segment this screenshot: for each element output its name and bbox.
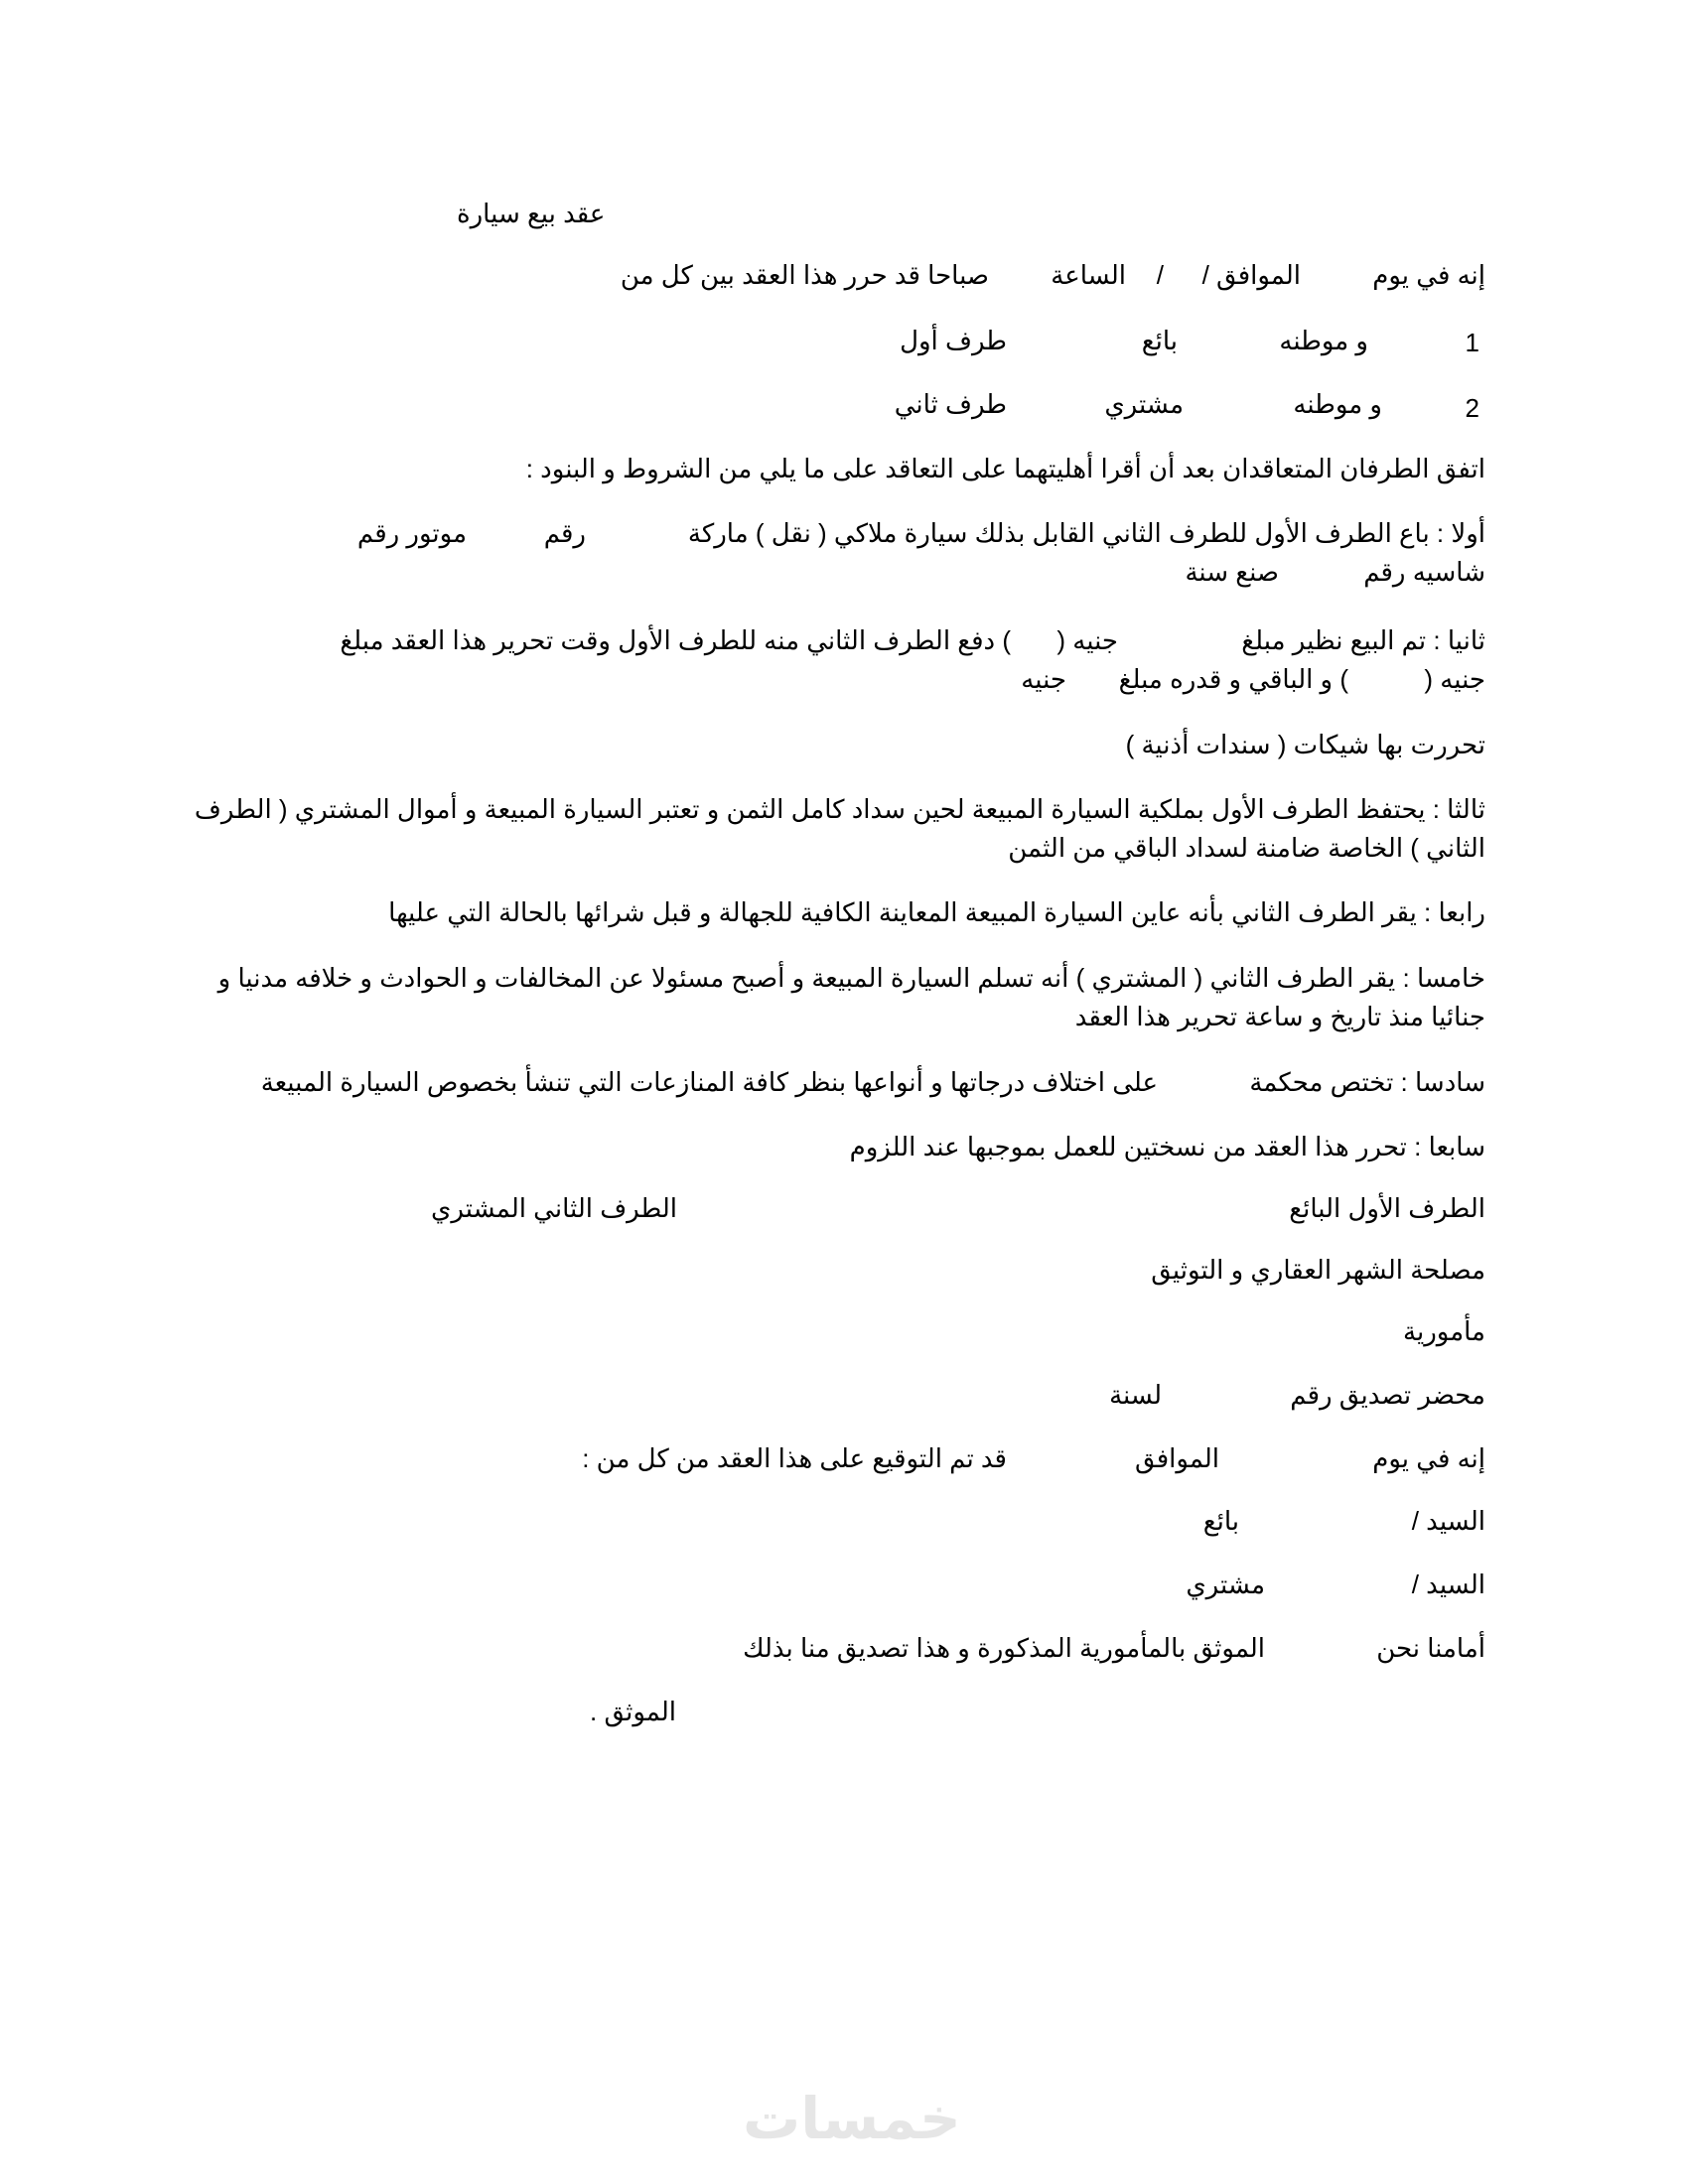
first-party-signature: الطرف الأول البائع [1289, 1193, 1485, 1223]
before-us: أمامنا نحن [1376, 1633, 1485, 1663]
watermark-logo: خمسات [743, 2087, 961, 2151]
agreement-text: اتفق الطرفان المتعاقدان بعد أن أقرا أهليتهما على التعاقد على ما يلي من الشروط و البنود : [525, 454, 1485, 483]
clause-4: رابعا : يقر الطرف الثاني بأنه عاين السيارة المبيعة المعاينة الكافية للجهالة و قبل شرائها بالحالة التي عليها [388, 897, 1485, 927]
party-1-label: طرف أول [900, 326, 1007, 355]
notary-authority: مصلحة الشهر العقاري و التوثيق [1151, 1255, 1485, 1285]
seller-mr: السيد / [1411, 1506, 1485, 1536]
clause-5-line-2: جنائيا منذ تاريخ و ساعة تحرير هذا العقد [1074, 1002, 1485, 1031]
clause-2-d: جنيه ( [1424, 664, 1485, 694]
clause-1-a: أولا : باع الطرف الأول للطرف الثاني القابل بذلك سيارة ملاكي ( نقل ) ماركة [687, 518, 1485, 548]
notary-signed: قد تم التوقيع على هذا العقد من كل من : [582, 1443, 1007, 1473]
intro-hour: الساعة [1051, 260, 1126, 290]
notary-statement: الموثق بالمأمورية المذكورة و هذا تصديق منا بذلك [743, 1633, 1265, 1663]
clause-2-b: جنيه ( [1056, 625, 1118, 655]
clause-2-f: جنيه [1021, 664, 1066, 694]
notary-corresponding: الموافق [1135, 1443, 1219, 1473]
clause-7: سابعا : تحرر هذا العقد من نسختين للعمل بموجبها عند اللزوم [849, 1132, 1485, 1161]
intro-rest: صباحا قد حرر هذا العقد بين كل من [620, 260, 989, 290]
intro-slash: / [1156, 260, 1164, 290]
party-2-number: 2 [1465, 393, 1479, 423]
clause-1-b: رقم [543, 518, 586, 548]
intro-day: إنه في يوم [1372, 260, 1485, 290]
second-party-signature: الطرف الثاني المشتري [431, 1193, 677, 1223]
clause-1-e: صنع سنة [1185, 557, 1279, 587]
clause-1-d: شاسيه رقم [1363, 557, 1485, 587]
clause-6-b: على اختلاف درجاتها و أنواعها بنظر كافة المنازعات التي تنشأ بخصوص السيارة المبيعة [260, 1067, 1158, 1097]
clause-3-line-1: ثالثا : يحتفظ الطرف الأول بملكية السيارة المبيعة لحين سداد كامل الثمن و تعتبر السيارة المبيعة و أموال المشتري ( الطرف [194, 794, 1485, 824]
clause-1-c: موتور رقم [356, 518, 467, 548]
party-2-home: و موطنه [1293, 389, 1382, 419]
clause-5-line-1: خامسا : يقر الطرف الثاني ( المشتري ) أنه تسلم السيارة المبيعة و أصبح مسئولا عن المخالفات و الحوادث و خلافه مدنيا و [217, 963, 1485, 993]
buyer-mr: السيد / [1411, 1570, 1485, 1599]
party-1-role: بائع [1141, 326, 1178, 355]
party-1-number: 1 [1465, 328, 1479, 357]
party-2-role: مشتري [1104, 389, 1184, 419]
notary-day: إنه في يوم [1372, 1443, 1485, 1473]
seller-label: بائع [1202, 1506, 1239, 1536]
clause-6-a: سادسا : تختص محكمة [1249, 1067, 1485, 1097]
clause-2-a: ثانيا : تم البيع نظير مبلغ [1241, 625, 1485, 655]
notary-signature: الموثق . [590, 1697, 676, 1726]
document-title: عقد بيع سيارة [457, 199, 606, 228]
cheques-text: تحررت بها شيكات ( سندات أذنية ) [1125, 730, 1485, 759]
record-year: لسنة [1109, 1380, 1162, 1410]
party-1-home: و موطنه [1279, 326, 1368, 355]
notary-office: مأمورية [1403, 1316, 1485, 1346]
clause-3-line-2: الثاني ) الخاصة ضامنة لسداد الباقي من الثمن [1008, 833, 1485, 863]
intro-corresponding: الموافق / [1201, 260, 1301, 290]
party-2-label: طرف ثاني [894, 389, 1007, 419]
clause-2-c: ) دفع الطرف الثاني منه للطرف الأول وقت تحرير هذا العقد مبلغ [340, 625, 1011, 655]
record-number: محضر تصديق رقم [1290, 1380, 1485, 1410]
clause-2-e: ) و الباقي و قدره مبلغ [1118, 664, 1348, 694]
buyer-label: مشتري [1186, 1570, 1265, 1599]
